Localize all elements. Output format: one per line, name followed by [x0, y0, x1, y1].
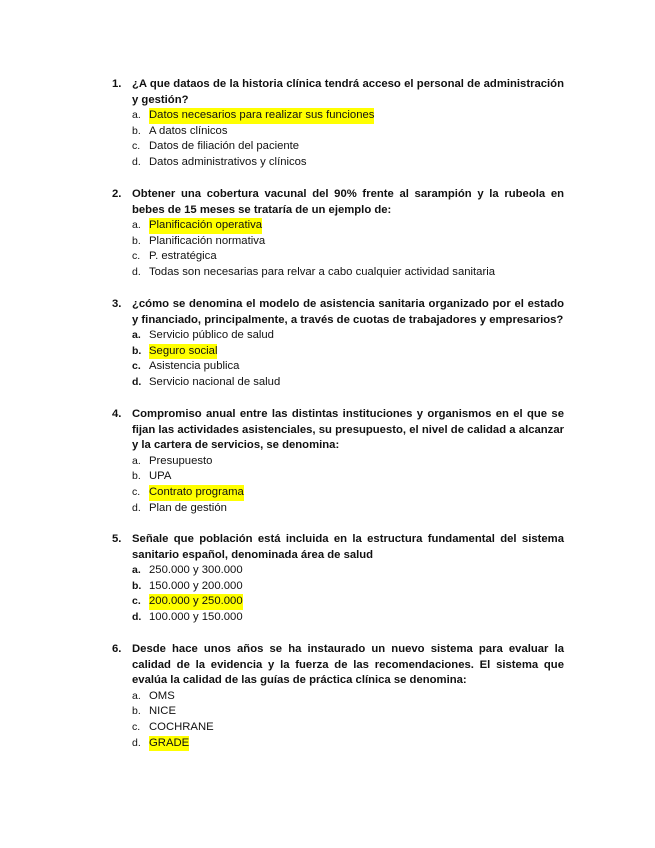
question-number: 4. [112, 408, 122, 420]
option-text: COCHRANE [149, 720, 214, 733]
answer-options [112, 328, 564, 390]
question-text: Obtener una cobertura vacunal del 90% frente al sarampión y la rubeola en bebes de 15 meses se trataría de un ejemplo de: [132, 188, 564, 216]
answer-option-d [112, 736, 564, 752]
answer-option-b [112, 469, 564, 485]
option-letter: d. [132, 155, 141, 168]
option-letter: a. [132, 454, 141, 467]
option-text: Servicio nacional de salud [149, 375, 281, 388]
option-letter: c. [132, 595, 141, 608]
answer-options [112, 563, 564, 625]
answer-option-d [112, 265, 564, 281]
option-text: Servicio público de salud [149, 329, 274, 342]
answer-option-d [112, 155, 564, 171]
question-stem [112, 77, 564, 108]
answer-option-c [112, 139, 564, 155]
option-text: OMS [149, 689, 175, 702]
question-1 [112, 77, 564, 171]
answer-option-b [112, 234, 564, 250]
answer-option-b [112, 344, 564, 360]
option-letter: a. [132, 329, 141, 342]
option-text: Datos de filiación del paciente [149, 140, 300, 153]
answer-option-a [112, 689, 564, 705]
answer-options [112, 454, 564, 516]
option-text: Seguro social [149, 344, 217, 360]
answer-option-a [112, 108, 564, 124]
answer-option-b [112, 704, 564, 720]
option-letter: d. [132, 375, 142, 388]
answer-option-c [112, 485, 564, 501]
option-text: A datos clínicos [149, 124, 228, 137]
answer-option-c [112, 359, 564, 375]
answer-option-d [112, 610, 564, 626]
question-stem [112, 407, 564, 454]
question-stem [112, 532, 564, 563]
question-stem [112, 187, 564, 218]
answer-option-b [112, 579, 564, 595]
option-letter: b. [132, 470, 141, 483]
question-number: 6. [112, 643, 122, 655]
option-letter: d. [132, 501, 141, 514]
option-text: 200.000 y 250.000 [149, 594, 243, 610]
option-letter: d. [132, 265, 141, 278]
option-text: Plan de gestión [149, 501, 227, 514]
option-text: Contrato programa [149, 485, 244, 501]
question-text: Desde hace unos años se ha instaurado un nuevo sistema para evaluar la calidad de la evidencia y la fuerza de las recomendaciones. El sistema que evalúa la calidad de las guías de práctica clínica se denomina: [132, 643, 564, 687]
question-number: 2. [112, 188, 122, 200]
option-text: Datos necesarios para realizar sus funciones [149, 108, 374, 124]
option-letter: c. [132, 485, 141, 498]
option-letter: a. [132, 689, 141, 702]
option-text: GRADE [149, 736, 189, 752]
option-letter: a. [132, 564, 141, 577]
option-letter: b. [132, 344, 142, 357]
question-text: Compromiso anual entre las distintas instituciones y organismos en el que se fijan las actividades asistenciales, su presupuesto, el nivel de calidad a alcanzar y la cartera de servicios, se denomina: [132, 408, 564, 452]
option-letter: c. [132, 360, 141, 373]
option-text: Presupuesto [149, 454, 213, 467]
answer-option-c [112, 720, 564, 736]
question-stem [112, 642, 564, 689]
question-stem [112, 297, 564, 328]
question-4 [112, 407, 564, 516]
answer-option-d [112, 375, 564, 391]
question-number: 3. [112, 298, 122, 310]
question-3 [112, 297, 564, 391]
answer-option-a [112, 328, 564, 344]
option-text: Asistencia publica [149, 360, 240, 373]
option-text: Todas son necesarias para relvar a cabo cualquier actividad sanitaria [149, 265, 496, 278]
question-2 [112, 187, 564, 281]
question-text: ¿A que dataos de la historia clínica tendrá acceso el personal de administración y gestión? [132, 78, 564, 106]
option-letter: a. [132, 109, 141, 122]
answer-option-a [112, 218, 564, 234]
option-letter: d. [132, 610, 142, 623]
answer-option-a [112, 563, 564, 579]
option-letter: a. [132, 219, 141, 232]
option-letter: b. [132, 124, 141, 137]
question-5 [112, 532, 564, 626]
option-text: UPA [149, 470, 172, 483]
option-letter: d. [132, 736, 141, 749]
option-text: 250.000 y 300.000 [149, 564, 243, 577]
option-text: P. estratégica [149, 250, 217, 263]
option-letter: c. [132, 720, 141, 733]
option-text: NICE [149, 705, 176, 718]
option-text: Planificación normativa [149, 234, 266, 247]
question-6 [112, 642, 564, 751]
answer-option-b [112, 124, 564, 140]
option-letter: c. [132, 250, 141, 263]
question-number: 5. [112, 533, 122, 545]
option-letter: b. [132, 234, 141, 247]
question-text: Señale que población está incluida en la estructura fundamental del sistema sanitario español, denominada área de salud [132, 533, 564, 561]
answer-option-c [112, 594, 564, 610]
option-text: 150.000 y 200.000 [149, 579, 243, 592]
question-text: ¿cómo se denomina el modelo de asistencia sanitaria organizado por el estado y financiado, principalmente, a través de cuotas de trabajadores y empresarios? [132, 298, 564, 326]
answer-options [112, 218, 564, 280]
option-text: Datos administrativos y clínicos [149, 155, 307, 168]
answer-option-a [112, 454, 564, 470]
question-number: 1. [112, 78, 122, 90]
answer-option-d [112, 501, 564, 517]
answer-option-c [112, 249, 564, 265]
option-letter: b. [132, 579, 142, 592]
option-text: Planificación operativa [149, 218, 262, 234]
option-letter: c. [132, 140, 141, 153]
answer-options [112, 108, 564, 170]
option-text: 100.000 y 150.000 [149, 610, 243, 623]
answer-options [112, 689, 564, 751]
option-letter: b. [132, 705, 141, 718]
